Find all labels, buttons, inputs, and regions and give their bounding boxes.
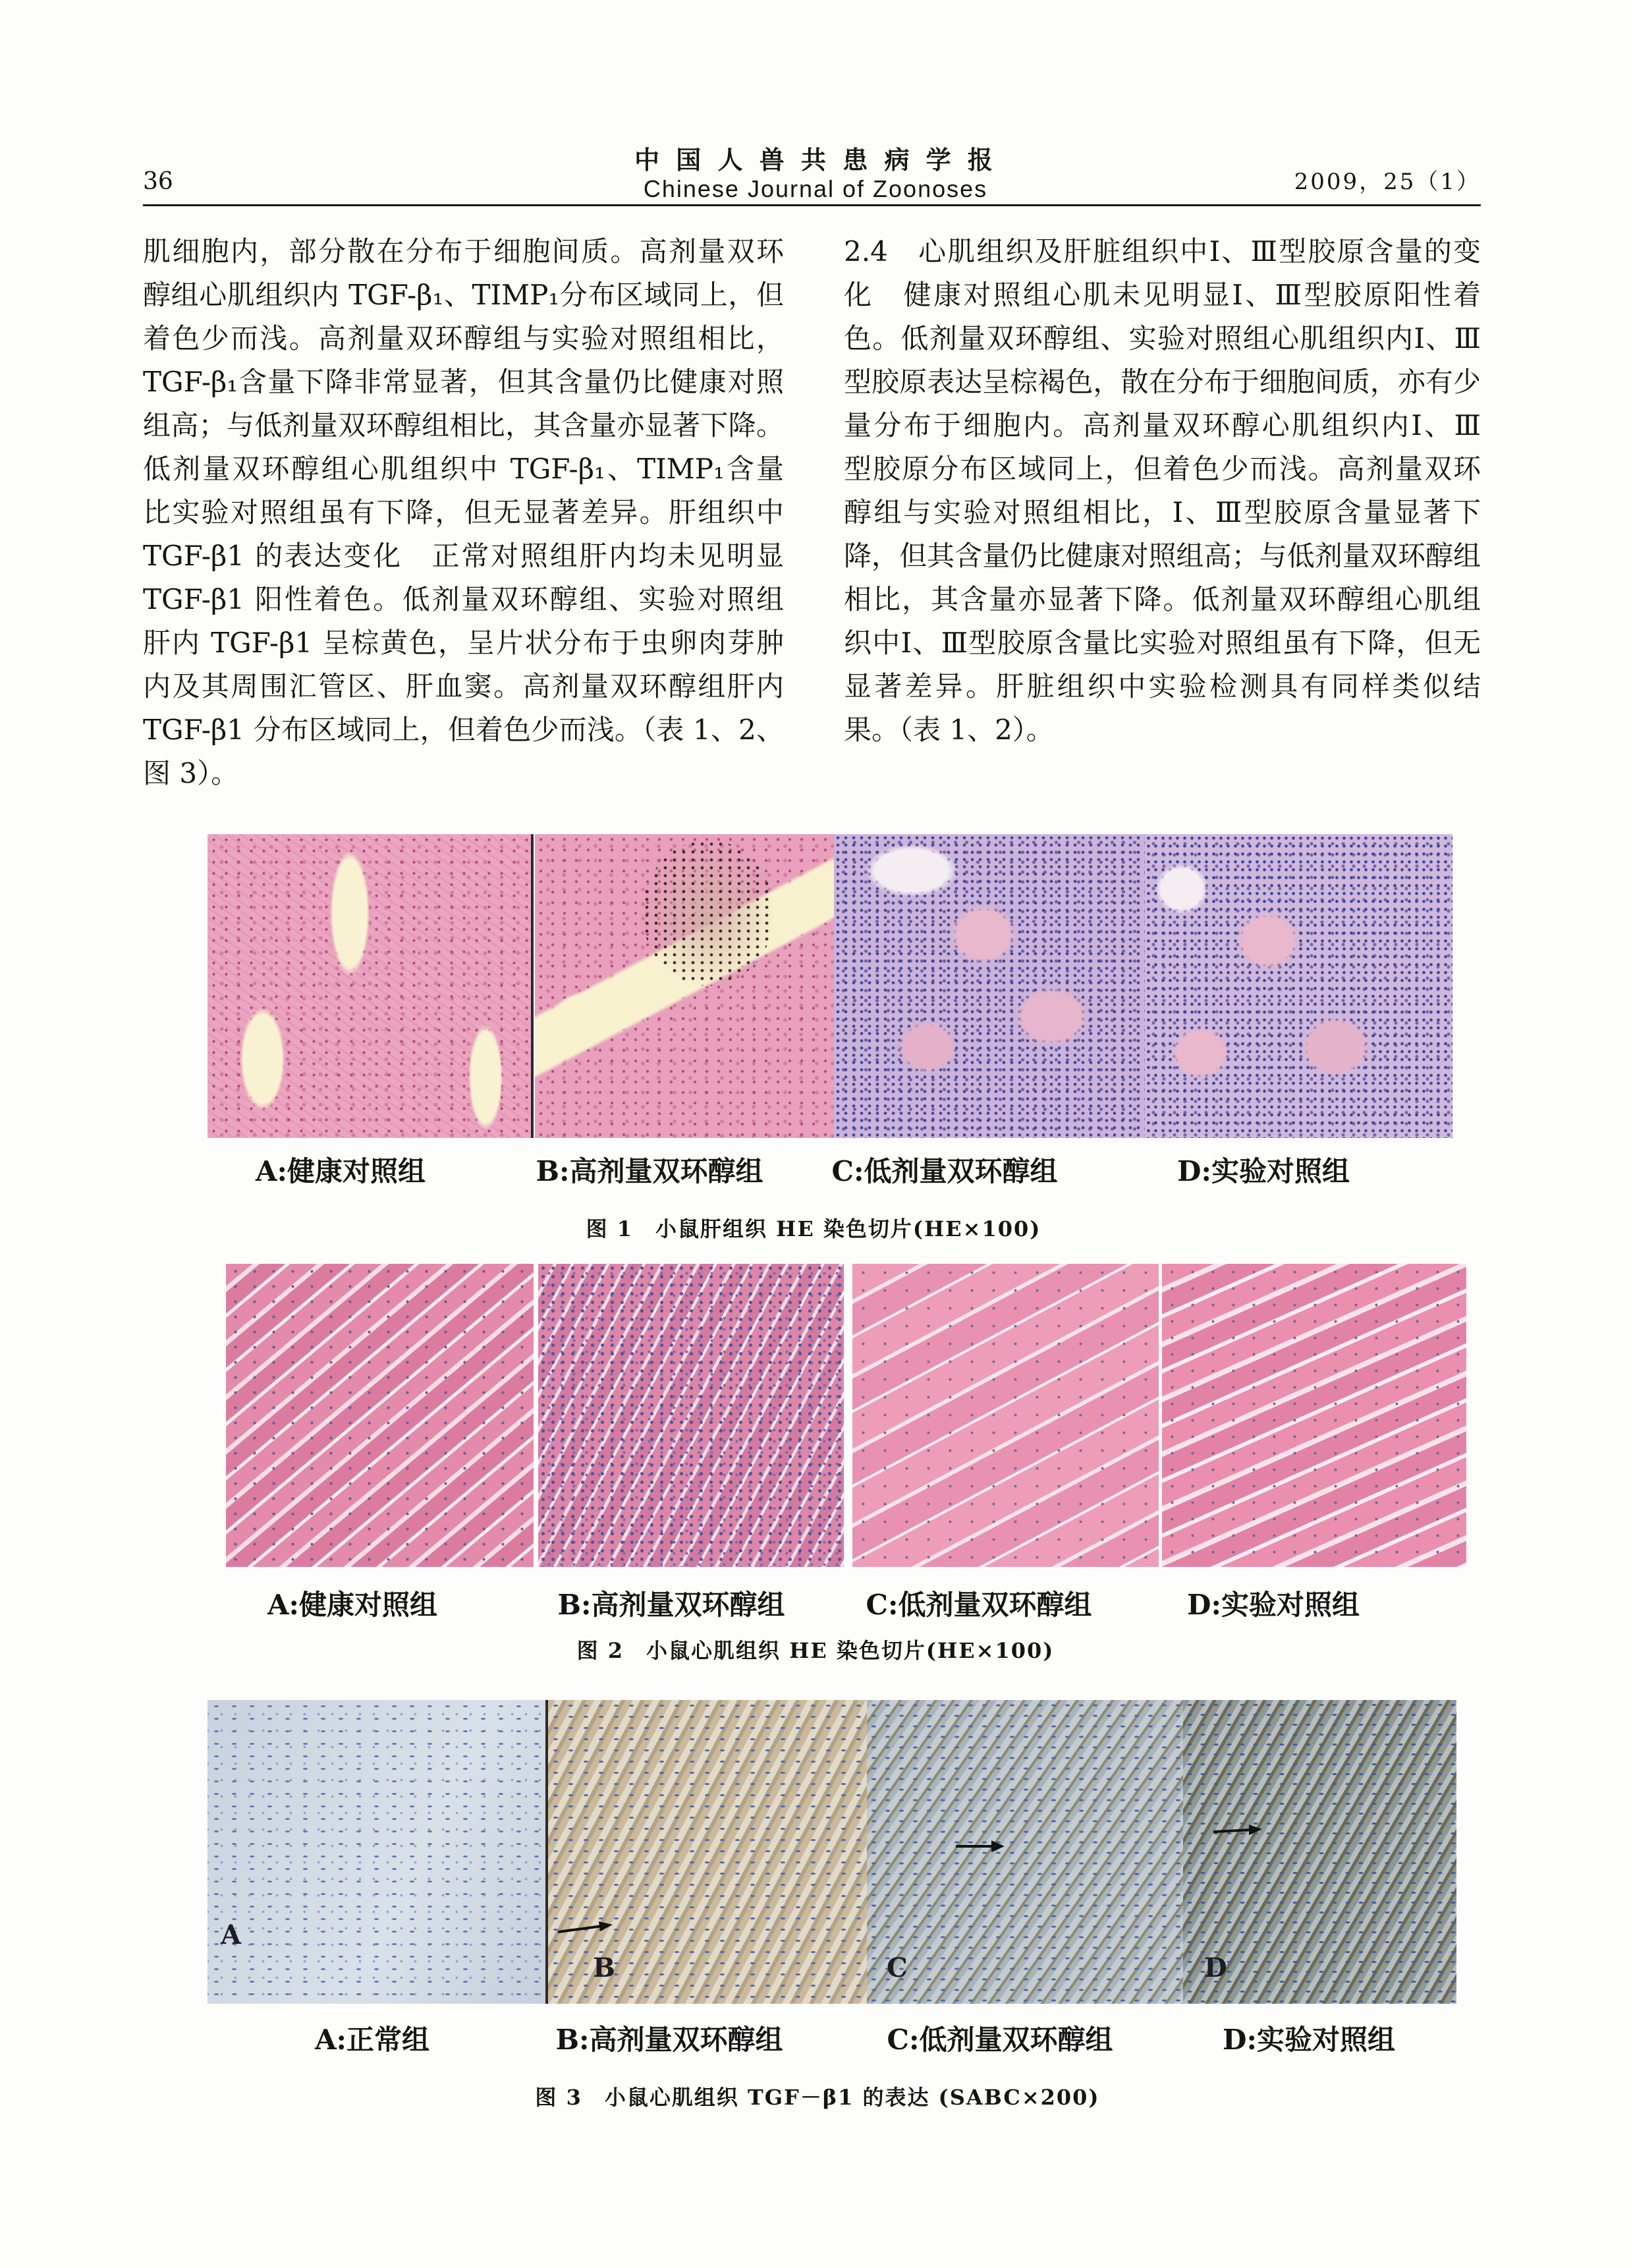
text-line: 果。（表 1、2）。 [844,714,1054,746]
text-line: 型胶原表达呈棕褐色，散在分布于细胞间质，亦有少 [844,366,1481,398]
text-line: 着色少而浅。高剂量双环醇组与实验对照组相比， [143,322,784,354]
figure-3-label-d: D:实验对照组 [1223,2024,1395,2056]
text-line: 织中Ⅰ、Ⅲ型胶原含量比实验对照组虽有下降，但无 [844,627,1481,659]
figure-3-caption: 图 3 小鼠心肌组织 TGF－β1 的表达 (SABC×200) [535,2085,1100,2110]
text-line: 量分布于细胞内。高剂量双环醇心肌组织内Ⅰ、Ⅲ [844,409,1481,441]
text-line: 型胶原分布区域同上，但着色少而浅。高剂量双环 [844,453,1481,485]
text-line: 化 健康对照组心肌未见明显Ⅰ、Ⅲ型胶原阳性着 [844,279,1481,311]
figure-1-label-b: B:高剂量双环醇组 [536,1155,763,1187]
text-line: 醇组与实验对照组相比，Ⅰ、Ⅲ型胶原含量显著下 [844,496,1481,528]
text-line: 显著差异。肝脏组织中实验检测具有同样类似结 [844,670,1481,702]
figure-3-micrograph-d [1183,1700,1456,2004]
text-line: 降，但其含量仍比健康对照组高；与低剂量双环醇组 [844,540,1481,572]
text-line: 比实验对照组虽有下降，但无显著差异。肝组织中 [143,496,784,528]
figure-3-label-c: C:低剂量双环醇组 [887,2024,1113,2056]
figure-3-panel-letter-a: A [221,1919,242,1950]
text-line: 图 3）。 [143,757,239,789]
figure-2-micrograph-d [1162,1264,1466,1567]
figure-2-label-a: A:健康对照组 [267,1589,438,1621]
figure-3-micrograph-b [548,1700,867,2004]
text-line: TGF-β1 的表达变化 正常对照组肝内均未见明显 [143,540,784,572]
figure-2-label-d: D:实验对照组 [1187,1589,1360,1621]
left-column [143,230,784,795]
figure-1-caption: 图 1 小鼠肝组织 HE 染色切片(HE×100) [586,1216,1041,1241]
figure-2-label-c: C:低剂量双环醇组 [866,1589,1092,1621]
text-line: 色。低剂量双环醇组、实验对照组心肌组织内Ⅰ、Ⅲ [844,322,1481,354]
figure-3-micrograph-c [867,1700,1183,2004]
figure-2-label-b: B:高剂量双环醇组 [557,1589,785,1621]
text-line: 肌细胞内，部分散在分布于细胞间质。高剂量双环 [143,235,784,268]
text-line: 相比，其含量亦显著下降。低剂量双环醇组心肌组 [844,583,1481,615]
issue-info: 2009，25（1） [1294,169,1481,195]
figure-1-micrograph-a [207,834,534,1138]
text-line: 组高；与低剂量双环醇组相比，其含量亦显著下降。 [143,409,784,441]
figure-1-label-c: C:低剂量双环醇组 [831,1155,1058,1187]
text-line: 低剂量双环醇组心肌组织中 TGF-β₁、TIMP₁含量 [143,453,784,485]
figure-3-panel-letter-c: C [887,1952,908,1983]
journal-title-english: Chinese Journal of Zoonoses [643,175,988,202]
figure-2-micrograph-a [226,1264,534,1567]
text-line: 内及其周围汇管区、肝血窦。高剂量双环醇组肝内 [143,670,784,702]
text-line: TGF-β1 阳性着色。低剂量双环醇组、实验对照组 [143,583,784,615]
section-heading-line: 2.4 心肌组织及肝脏组织中Ⅰ、Ⅲ型胶原含量的变 [844,235,1481,268]
figure-1-micrograph-c [834,834,1145,1138]
header-rule [143,204,1481,206]
figure-1-label-a: A:健康对照组 [255,1155,426,1187]
page-number: 36 [143,168,173,195]
text-line: 醇组心肌组织内 TGF-β₁、TIMP₁分布区域同上，但 [143,279,784,311]
figure-3-label-b: B:高剂量双环醇组 [555,2024,783,2056]
figure-3-panel-letter-b: B [593,1952,615,1983]
figure-3-label-a: A:正常组 [314,2024,430,2056]
figure-2-micrograph-b [538,1264,844,1567]
figure-3-micrograph-a [207,1700,548,2004]
right-column [844,230,1481,752]
figure-1-micrograph-b [535,834,834,1138]
figure-1-label-d: D:实验对照组 [1177,1155,1350,1187]
figure-1-micrograph-d [1145,834,1452,1138]
figure-3-panel-letter-d: D [1204,1952,1227,1983]
arrow-icon [867,1700,1183,2004]
figure-2-caption: 图 2 小鼠心肌组织 HE 染色切片(HE×100) [576,1638,1055,1663]
text-line: TGF-β₁含量下降非常显著，但其含量仍比健康对照 [143,366,784,398]
text-line: 肝内 TGF-β1 呈棕黄色，呈片状分布于虫卵肉芽肿 [143,627,784,659]
figure-2-micrograph-c [852,1264,1159,1567]
text-line: TGF-β1 分布区域同上，但着色少而浅。（表 1、2、 [143,714,784,746]
journal-title-chinese: 中 国 人 兽 共 患 病 学 报 [634,145,997,175]
